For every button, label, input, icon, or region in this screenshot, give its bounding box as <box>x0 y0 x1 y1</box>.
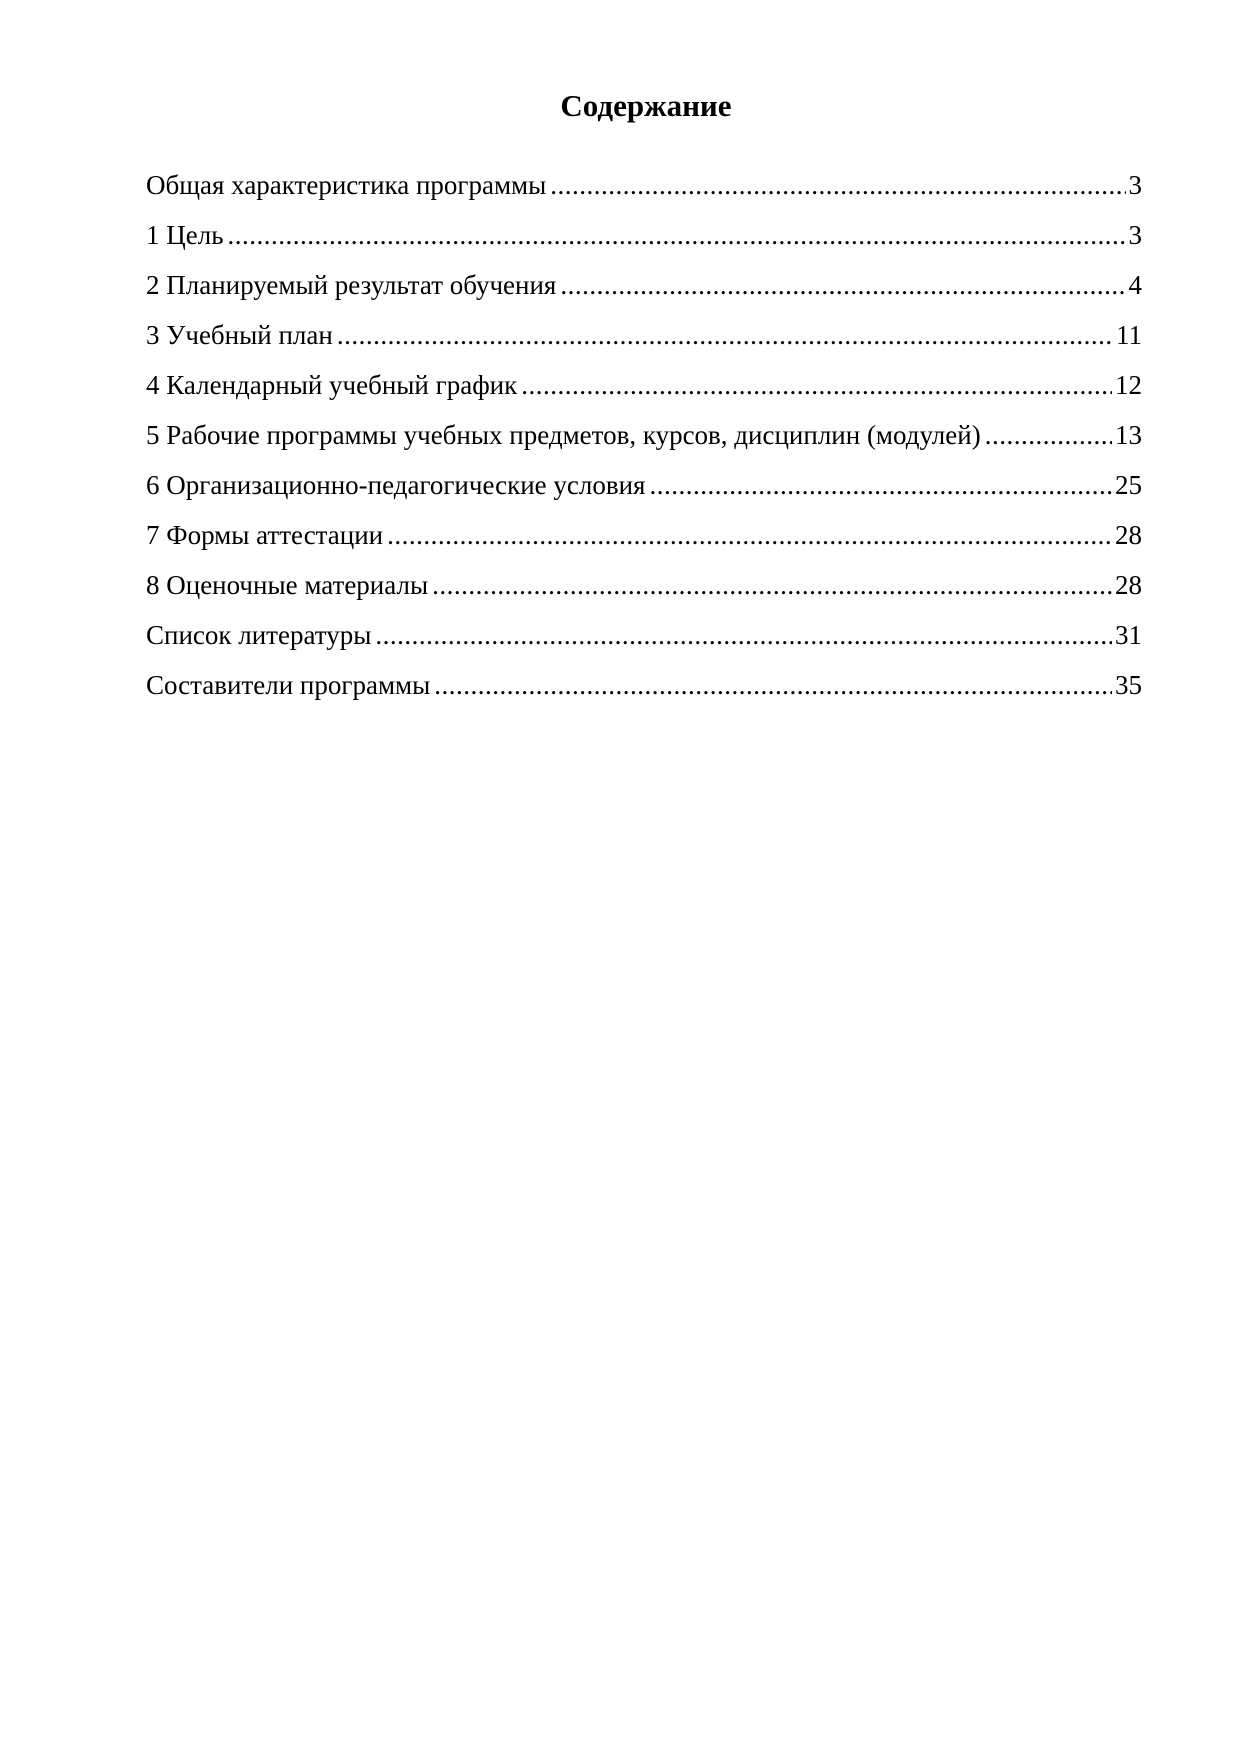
toc-entry[interactable] <box>146 160 1142 210</box>
toc-page-number: 4 <box>1128 270 1142 300</box>
toc-entry[interactable] <box>146 210 1142 260</box>
toc-entry[interactable] <box>146 560 1142 610</box>
toc-page-number: 25 <box>1115 470 1142 500</box>
toc-entry-title: 8 Оценочные материалы <box>146 570 429 600</box>
toc-entry-title: 4 Календарный учебный график <box>146 370 518 400</box>
toc-leader-dots <box>649 460 1112 510</box>
toc-entry-title: 6 Организационно-педагогические условия <box>146 470 646 500</box>
toc-entry[interactable] <box>146 260 1142 310</box>
toc-page-number: 13 <box>1115 420 1142 450</box>
toc-entry-title: Общая характеристика программы <box>146 170 547 200</box>
page-title: Содержание <box>560 88 732 123</box>
toc-entry-title: Составители программы <box>146 670 431 700</box>
toc-entry-title: Список литературы <box>146 620 372 650</box>
toc-entry[interactable] <box>146 310 1142 360</box>
toc-page-number: 12 <box>1115 370 1142 400</box>
toc-entry[interactable] <box>146 460 1142 510</box>
toc-leader-dots <box>337 310 1113 360</box>
toc-entry[interactable] <box>146 660 1142 710</box>
toc-entry-title: 2 Планируемый результат обучения <box>146 270 557 300</box>
toc-page-number: 28 <box>1115 520 1142 550</box>
toc-leader-dots <box>387 510 1112 560</box>
toc-leader-dots <box>375 610 1112 660</box>
toc-leader-dots <box>434 660 1112 710</box>
toc-entry-title: 7 Формы аттестации <box>146 520 384 550</box>
toc-page-number: 3 <box>1128 220 1142 250</box>
toc-page-number: 31 <box>1115 620 1142 650</box>
toc-page-number: 35 <box>1115 670 1142 700</box>
toc-leader-dots <box>432 560 1112 610</box>
toc-page-number: 3 <box>1128 170 1142 200</box>
toc-page-number: 28 <box>1115 570 1142 600</box>
table-of-contents <box>146 160 1142 710</box>
toc-leader-dots <box>550 160 1125 210</box>
toc-leader-dots <box>228 210 1126 260</box>
toc-entry-title: 5 Рабочие программы учебных предметов, курсов, дисциплин (модулей) <box>146 420 981 450</box>
toc-entry[interactable] <box>146 510 1142 560</box>
toc-entry-title: 1 Цель <box>146 220 224 250</box>
toc-entry-title: 3 Учебный план <box>146 320 333 350</box>
toc-leader-dots <box>560 260 1125 310</box>
toc-page-number: 11 <box>1116 320 1142 350</box>
toc-entry[interactable] <box>146 360 1142 410</box>
toc-entry[interactable] <box>146 410 1142 460</box>
toc-entry[interactable] <box>146 610 1142 660</box>
toc-leader-dots <box>521 360 1112 410</box>
toc-leader-dots <box>985 410 1112 460</box>
